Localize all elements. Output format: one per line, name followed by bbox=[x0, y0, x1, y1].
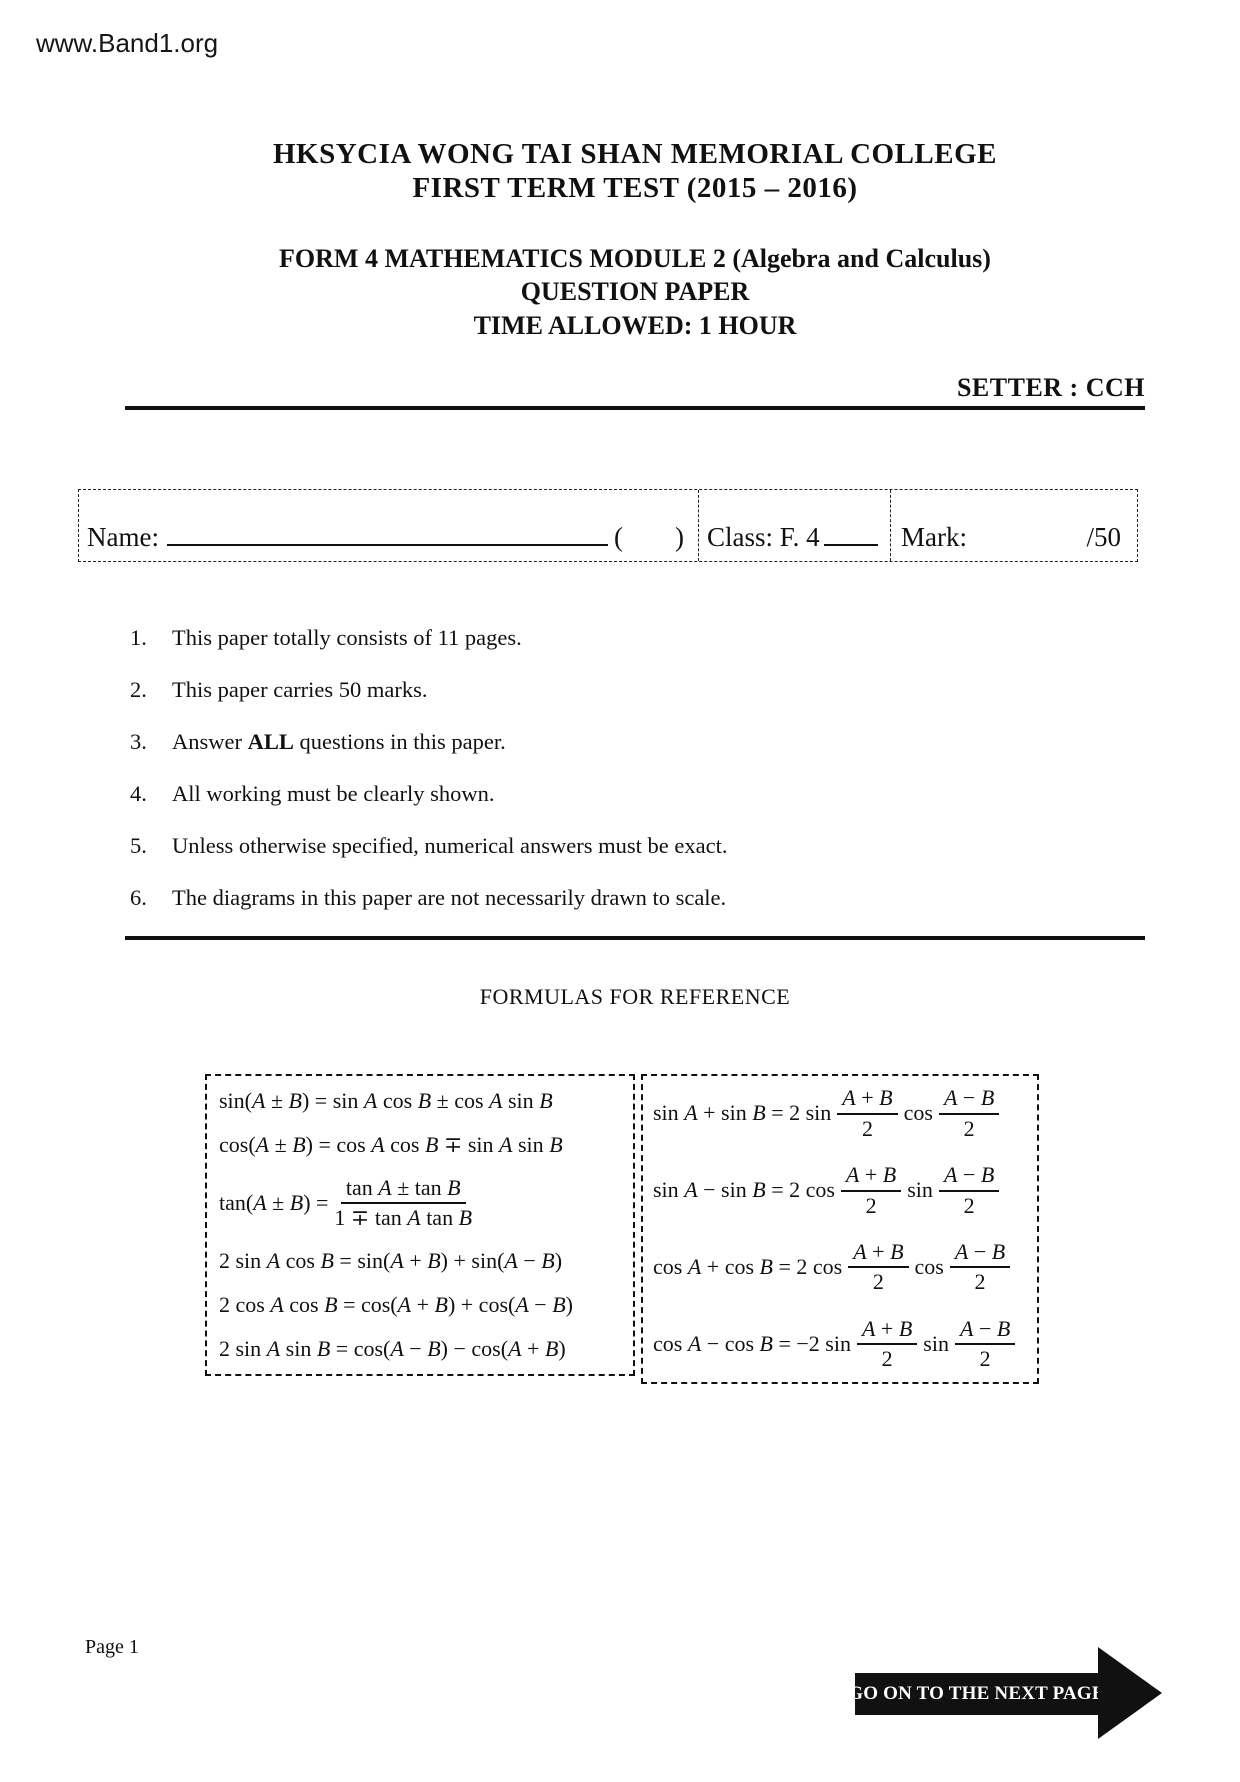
fraction-denominator: 2 bbox=[872, 1269, 884, 1295]
fraction bbox=[950, 1240, 1010, 1295]
fraction-numerator: A + B bbox=[837, 1086, 897, 1115]
instruction-text: Answer ALL questions in this paper. bbox=[172, 729, 506, 755]
instruction-item bbox=[130, 780, 1030, 808]
fraction-denominator: 2 bbox=[963, 1192, 975, 1218]
test-title: FIRST TERM TEST (2015 – 2016) bbox=[412, 172, 858, 205]
instruction-item bbox=[130, 884, 1030, 912]
instruction-item bbox=[130, 832, 1030, 860]
formula-box-right bbox=[641, 1074, 1039, 1384]
class-blank-line bbox=[824, 543, 878, 546]
instruction-item bbox=[130, 728, 1030, 756]
fraction-denominator: 2 bbox=[979, 1346, 991, 1372]
formula-text: cos(A ± B) = cos A cos B ∓ sin A sin B bbox=[219, 1131, 563, 1157]
fraction-denominator: 2 bbox=[865, 1192, 877, 1218]
formula-text: tan(A ± B) = bbox=[219, 1189, 329, 1215]
instruction-item bbox=[130, 624, 1030, 652]
fraction bbox=[841, 1163, 901, 1218]
instruction-text: This paper carries 50 marks. bbox=[172, 677, 428, 703]
formula-text: cos A + cos B = 2 cos bbox=[653, 1254, 843, 1280]
formula-line bbox=[219, 1132, 621, 1158]
formula-text: sin bbox=[907, 1177, 933, 1203]
formula-text: sin(A ± B) = sin A cos B ± cos A sin B bbox=[219, 1088, 553, 1114]
paper-type: QUESTION PAPER bbox=[520, 277, 750, 307]
next-page-arrow-icon bbox=[1098, 1647, 1162, 1739]
module-block bbox=[125, 242, 1145, 343]
page-number: Page 1 bbox=[85, 1636, 139, 1658]
formula-text: cos bbox=[903, 1100, 933, 1126]
candidate-info-box bbox=[78, 489, 1138, 562]
formula-text: cos bbox=[914, 1254, 944, 1280]
fraction-numerator: A − B bbox=[939, 1163, 999, 1192]
header-block bbox=[125, 137, 1145, 403]
formula-line bbox=[653, 1163, 1027, 1218]
mark-label: Mark: bbox=[901, 522, 967, 553]
fraction-numerator: A + B bbox=[841, 1163, 901, 1192]
fraction bbox=[837, 1086, 897, 1141]
name-cell bbox=[79, 490, 698, 561]
formula-line bbox=[219, 1176, 621, 1231]
class-cell bbox=[698, 490, 890, 561]
formula-line bbox=[653, 1240, 1027, 1295]
formula-box-left bbox=[205, 1074, 635, 1376]
formula-text: 2 sin A sin B = cos(A − B) − cos(A + B) bbox=[219, 1335, 566, 1361]
formula-line bbox=[219, 1248, 621, 1274]
instructions-list bbox=[130, 624, 1030, 912]
formula-line bbox=[219, 1088, 621, 1114]
formula-line bbox=[653, 1317, 1027, 1372]
formula-text: sin bbox=[923, 1331, 949, 1357]
formula-line bbox=[653, 1086, 1027, 1141]
instruction-number: 2. bbox=[130, 677, 147, 703]
school-title: HKSYCIA WONG TAI SHAN MEMORIAL COLLEGE bbox=[273, 138, 997, 171]
paren-open: ( bbox=[614, 522, 623, 553]
formula-text: 2 cos A cos B = cos(A + B) + cos(A − B) bbox=[219, 1291, 573, 1317]
exam-paper-page bbox=[0, 28, 1240, 1782]
instruction-number: 3. bbox=[130, 729, 147, 755]
formula-line bbox=[219, 1336, 621, 1362]
instruction-text: All working must be clearly shown. bbox=[172, 781, 495, 807]
formula-text: sin A + sin B = 2 sin bbox=[653, 1100, 832, 1126]
fraction-denominator: 2 bbox=[963, 1115, 975, 1141]
mark-cell bbox=[890, 490, 1137, 561]
fraction bbox=[939, 1163, 999, 1218]
paren-close: ) bbox=[675, 522, 684, 553]
formula-text: sin A − sin B = 2 cos bbox=[653, 1177, 835, 1203]
fraction bbox=[955, 1317, 1015, 1372]
module-title: FORM 4 MATHEMATICS MODULE 2 (Algebra and Calculus) bbox=[279, 243, 991, 273]
setter-label: SETTER : CCH bbox=[956, 373, 1145, 403]
fraction bbox=[939, 1086, 999, 1141]
fraction-numerator: A + B bbox=[857, 1317, 917, 1346]
instruction-number: 4. bbox=[130, 781, 147, 807]
fraction-numerator: A − B bbox=[950, 1240, 1010, 1269]
fraction bbox=[857, 1317, 917, 1372]
fraction-numerator: A − B bbox=[939, 1086, 999, 1115]
name-blank-line bbox=[167, 543, 608, 546]
fraction-denominator: 2 bbox=[974, 1269, 986, 1295]
fraction bbox=[334, 1176, 472, 1231]
instruction-text: This paper totally consists of 11 pages. bbox=[172, 625, 522, 651]
instruction-text: Unless otherwise specified, numerical answers must be exact. bbox=[172, 833, 728, 859]
instruction-number: 1. bbox=[130, 625, 147, 651]
formula-reference-box bbox=[205, 1074, 1240, 1384]
fraction-numerator: tan A ± tan B bbox=[341, 1176, 466, 1205]
instruction-number: 5. bbox=[130, 833, 147, 859]
formulas-heading: FORMULAS FOR REFERENCE bbox=[479, 984, 791, 1010]
fraction-denominator: 2 bbox=[861, 1115, 873, 1141]
mark-total: /50 bbox=[1086, 522, 1121, 553]
fraction-denominator: 1 ∓ tan A tan B bbox=[334, 1205, 473, 1231]
name-label: Name: bbox=[87, 522, 159, 553]
instruction-number: 6. bbox=[130, 885, 147, 911]
next-page-banner: GO ON TO THE NEXT PAGE bbox=[855, 1673, 1098, 1715]
horizontal-rule-top bbox=[125, 406, 1145, 410]
fraction bbox=[848, 1240, 908, 1295]
instruction-item bbox=[130, 676, 1030, 704]
site-url: www.Band1.org bbox=[36, 28, 219, 58]
formula-text: cos A − cos B = −2 sin bbox=[653, 1331, 851, 1357]
formula-line bbox=[219, 1292, 621, 1318]
horizontal-rule-bottom bbox=[125, 936, 1145, 940]
class-label: Class: F. 4 bbox=[707, 522, 820, 553]
fraction-denominator: 2 bbox=[881, 1346, 893, 1372]
time-allowed: TIME ALLOWED: 1 HOUR bbox=[473, 311, 797, 341]
fraction-numerator: A − B bbox=[955, 1317, 1015, 1346]
fraction-numerator: A + B bbox=[848, 1240, 908, 1269]
instruction-text: The diagrams in this paper are not necessarily drawn to scale. bbox=[172, 885, 727, 911]
formula-text: 2 sin A cos B = sin(A + B) + sin(A − B) bbox=[219, 1248, 563, 1274]
